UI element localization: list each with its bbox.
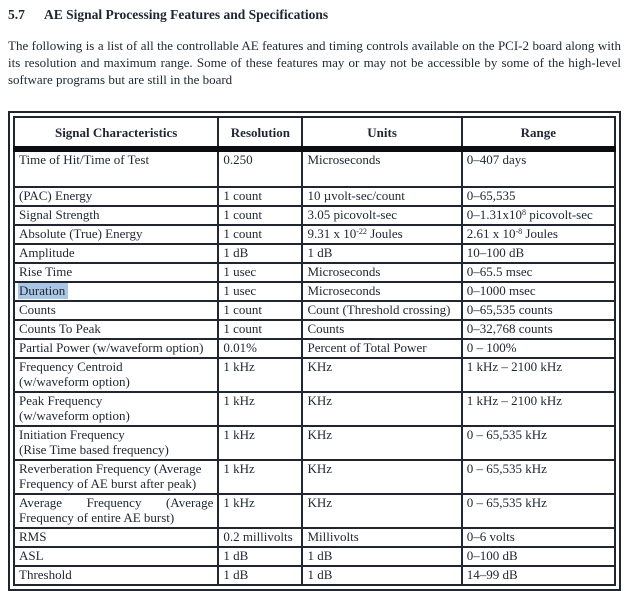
- cell-resolution: 1 usec: [218, 263, 302, 282]
- column-header-units: Units: [302, 117, 461, 149]
- cell-characteristic: Amplitude: [14, 244, 218, 263]
- section-number: 5.7: [8, 7, 25, 22]
- cell-characteristic: Counts To Peak: [14, 320, 218, 339]
- cell-characteristic: Initiation Frequency (Rise Time based frequency): [14, 426, 218, 460]
- cell-units: 1 dB: [302, 244, 461, 263]
- cell-units: Millivolts: [302, 528, 461, 547]
- column-header-resolution: Resolution: [218, 117, 302, 149]
- table-row: [14, 263, 615, 282]
- cell-units: Microseconds: [302, 282, 461, 301]
- cell-resolution: 1 kHz: [218, 392, 302, 426]
- cell-units: 10 µvolt-sec/count: [302, 187, 461, 206]
- cell-units: Percent of Total Power: [302, 339, 461, 358]
- cell-units: 1 dB: [302, 566, 461, 585]
- cell-resolution: 0.250: [218, 149, 302, 187]
- cell-characteristic: [14, 282, 218, 301]
- table-row: [14, 339, 615, 358]
- cell-range: 0–65,535: [462, 187, 615, 206]
- cell-resolution: 1 count: [218, 187, 302, 206]
- table-row: [14, 358, 615, 392]
- spec-table: [13, 116, 616, 586]
- cell-units: Count (Threshold crossing): [302, 301, 461, 320]
- cell-characteristic: Counts: [14, 301, 218, 320]
- cell-characteristic: Average Frequency (Average Frequency of entire AE burst): [14, 494, 218, 528]
- cell-resolution: 1 count: [218, 301, 302, 320]
- cell-resolution: 1 count: [218, 225, 302, 244]
- table-row: [14, 460, 615, 494]
- table-row: [14, 426, 615, 460]
- table-row: [14, 206, 615, 225]
- cell-characteristic: RMS: [14, 528, 218, 547]
- cell-range: 14–99 dB: [462, 566, 615, 585]
- cell-characteristic: Reverberation Frequency (Average Frequency of AE burst after peak): [14, 460, 218, 494]
- cell-units: KHz: [302, 426, 461, 460]
- cell-range: 0–100 dB: [462, 547, 615, 566]
- cell-range: 0–65,535 counts: [462, 301, 615, 320]
- cell-range: 2.61 x $10^{-8}$ Joules: [462, 225, 615, 244]
- cell-range: 1 kHz – 2100 kHz: [462, 392, 615, 426]
- cell-characteristic: Partial Power (w/waveform option): [14, 339, 218, 358]
- cell-resolution: 1 dB: [218, 566, 302, 585]
- spec-table-head: [14, 117, 615, 149]
- cell-range: 0 – 65,535 kHz: [462, 460, 615, 494]
- cell-units: KHz: [302, 358, 461, 392]
- cell-resolution: 1 kHz: [218, 494, 302, 528]
- table-row: [14, 566, 615, 585]
- cell-resolution: 1 dB: [218, 547, 302, 566]
- section-heading: [8, 7, 621, 23]
- cell-units: 1 dB: [302, 547, 461, 566]
- cell-units: Counts: [302, 320, 461, 339]
- cell-range: 0 – 100%: [462, 339, 615, 358]
- cell-characteristic: Signal Strength: [14, 206, 218, 225]
- cell-range: 0–1000 msec: [462, 282, 615, 301]
- cell-characteristic: (PAC) Energy: [14, 187, 218, 206]
- cell-units: KHz: [302, 494, 461, 528]
- cell-range: 10–100 dB: [462, 244, 615, 263]
- cell-units: KHz: [302, 460, 461, 494]
- selection-highlight: Duration: [18, 283, 68, 299]
- cell-characteristic: Threshold: [14, 566, 218, 585]
- cell-characteristic: ASL: [14, 547, 218, 566]
- intro-paragraph: The following is a list of all the controllable AE features and timing controls available on the PCI-2 board along with its resolution and maximum range. Some of these features may or may not be accessible by some of the high-level software programs but are still in the board: [8, 38, 621, 87]
- header-row: [14, 117, 615, 149]
- column-header-range: Range: [462, 117, 615, 149]
- cell-range: 1 kHz – 2100 kHz: [462, 358, 615, 392]
- cell-units: Microseconds: [302, 149, 461, 187]
- cell-characteristic: Time of Hit/Time of Test: [14, 149, 218, 187]
- spec-table-frame: [8, 111, 621, 591]
- table-row: [14, 301, 615, 320]
- cell-resolution: 0.2 millivolts: [218, 528, 302, 547]
- cell-resolution: 1 dB: [218, 244, 302, 263]
- cell-units: KHz: [302, 392, 461, 426]
- table-row: [14, 225, 615, 244]
- column-header-characteristic: Signal Characteristics: [14, 117, 218, 149]
- cell-characteristic: Absolute (True) Energy: [14, 225, 218, 244]
- spec-table-body: [14, 149, 615, 585]
- table-row: [14, 244, 615, 263]
- cell-units: 3.05 picovolt-sec: [302, 206, 461, 225]
- cell-resolution: 1 usec: [218, 282, 302, 301]
- cell-resolution: 0.01%: [218, 339, 302, 358]
- cell-range: 0–65.5 msec: [462, 263, 615, 282]
- table-row: [14, 547, 615, 566]
- cell-characteristic: Frequency Centroid (w/waveform option): [14, 358, 218, 392]
- table-row: [14, 392, 615, 426]
- cell-characteristic: Peak Frequency (w/waveform option): [14, 392, 218, 426]
- table-row: [14, 528, 615, 547]
- table-row: [14, 494, 615, 528]
- cell-range: 0–6 volts: [462, 528, 615, 547]
- table-row: [14, 149, 615, 187]
- cell-units: Microseconds: [302, 263, 461, 282]
- cell-resolution: 1 kHz: [218, 358, 302, 392]
- cell-range: 0–32,768 counts: [462, 320, 615, 339]
- section-title: AE Signal Processing Features and Specifications: [44, 7, 329, 22]
- cell-resolution: 1 count: [218, 206, 302, 225]
- cell-range: $0-1.31x10^8$ picovolt-sec: [462, 206, 615, 225]
- cell-units: 9.31 x $10^{-22}$ Joules: [302, 225, 461, 244]
- cell-resolution: 1 kHz: [218, 426, 302, 460]
- table-row: [14, 187, 615, 206]
- table-row: [14, 282, 615, 301]
- cell-resolution: 1 count: [218, 320, 302, 339]
- cell-characteristic: Rise Time: [14, 263, 218, 282]
- cell-resolution: 1 kHz: [218, 460, 302, 494]
- cell-range: 0 – 65,535 kHz: [462, 426, 615, 460]
- table-row: [14, 320, 615, 339]
- cell-range: 0 – 65,535 kHz: [462, 494, 615, 528]
- cell-range: 0–407 days: [462, 149, 615, 187]
